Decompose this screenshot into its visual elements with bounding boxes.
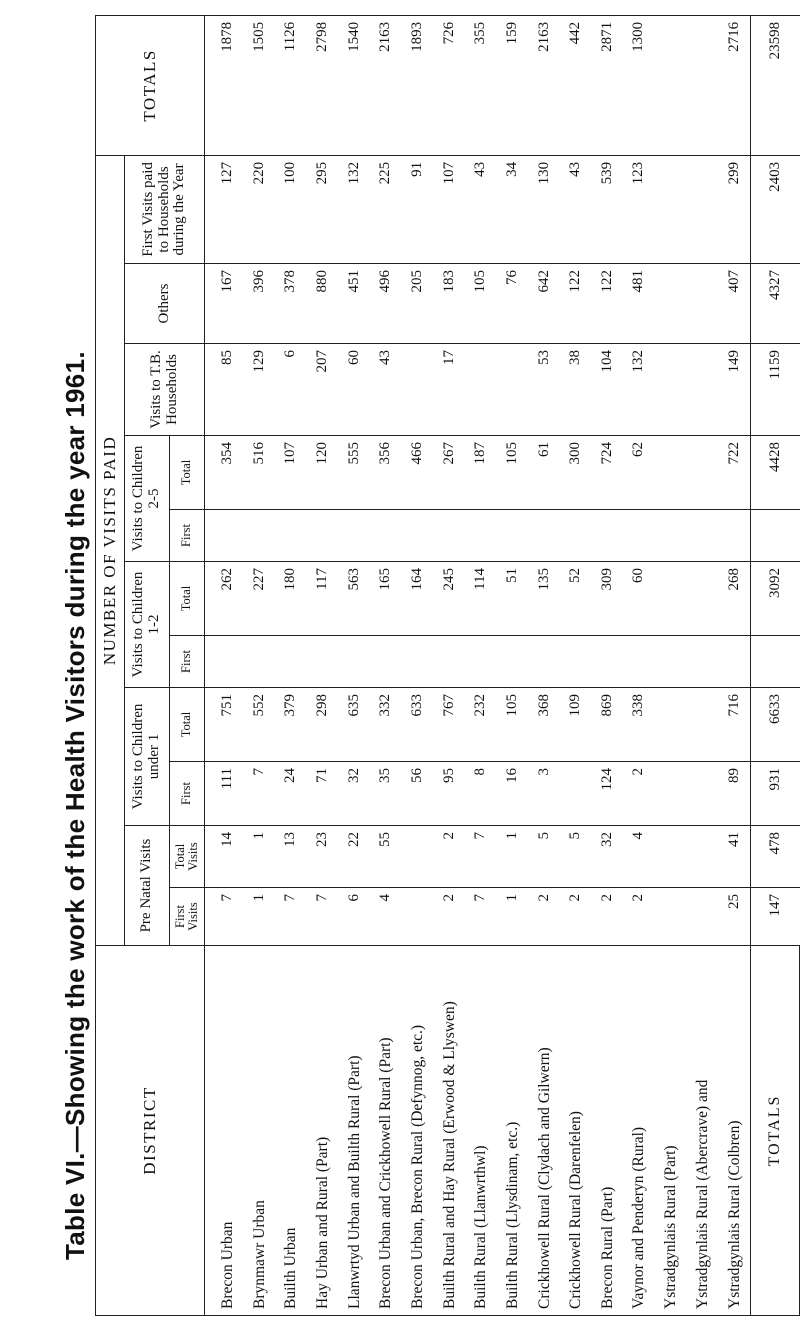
pre-natal-total-cell: 1 bbox=[243, 826, 275, 888]
age12-first-cell bbox=[623, 636, 655, 688]
tb-households-cell: 104 bbox=[591, 344, 623, 436]
first-households-cell: 43 bbox=[560, 155, 592, 263]
pre-natal-total-cell: 41 bbox=[718, 826, 750, 888]
age25-total-cell: 354 bbox=[205, 436, 244, 510]
pre-natal-first-cell: 1 bbox=[497, 888, 529, 946]
pre-natal-total-cell bbox=[686, 826, 718, 888]
table-row bbox=[243, 15, 275, 1315]
age12-total-cell: 309 bbox=[591, 562, 623, 636]
others-cell: 205 bbox=[402, 264, 434, 344]
age25-first-header: First bbox=[170, 510, 205, 562]
pre-natal-first-visits-header: First Visits bbox=[170, 888, 205, 946]
first-visits-households-header: First Visits paid to Households during the Year bbox=[125, 155, 205, 263]
age12-total-cell: 227 bbox=[243, 562, 275, 636]
tb-households-cell: 207 bbox=[307, 344, 339, 436]
caption-strip bbox=[2, 0, 90, 1321]
children-2-5-header: Visits to Children 2-5 bbox=[125, 436, 170, 562]
others-cell: 183 bbox=[433, 264, 465, 344]
tb-households-cell: 17 bbox=[433, 344, 465, 436]
age12-first-cell bbox=[655, 636, 687, 688]
pre-natal-total-visits-header: Total Visits bbox=[170, 826, 205, 888]
others-cell bbox=[686, 264, 718, 344]
age12-total-cell bbox=[655, 562, 687, 636]
age25-first-cell bbox=[591, 510, 623, 562]
pre-natal-total-cell bbox=[655, 826, 687, 888]
tb-households-cell bbox=[402, 344, 434, 436]
under1-first-cell: 24 bbox=[275, 762, 307, 826]
district-cell: Brecon Urban bbox=[205, 946, 244, 1316]
under1-total-cell: 633 bbox=[402, 688, 434, 762]
age25-total-cell: 120 bbox=[307, 436, 339, 510]
under1-total-cell bbox=[686, 688, 718, 762]
under1-total-cell: 767 bbox=[433, 688, 465, 762]
totals-column-header: TOTALS bbox=[96, 15, 205, 155]
others-cell: 105 bbox=[465, 264, 497, 344]
under1-first-cell: 56 bbox=[402, 762, 434, 826]
first-households-cell: 123 bbox=[623, 155, 655, 263]
under1-first-cell: 124 bbox=[591, 762, 623, 826]
pre-natal-first-cell: 2 bbox=[528, 888, 560, 946]
tb-households-cell: 6 bbox=[275, 344, 307, 436]
tb-households-cell: 43 bbox=[370, 344, 402, 436]
age12-first-cell bbox=[686, 636, 718, 688]
age12-first-cell bbox=[560, 636, 592, 688]
row-total-cell: 2871 bbox=[591, 15, 623, 155]
table-row bbox=[655, 15, 687, 1315]
tb-households-cell: 149 bbox=[718, 344, 750, 436]
under1-first-cell: 111 bbox=[205, 762, 244, 826]
row-total-cell: 1893 bbox=[402, 15, 434, 155]
age25-total-cell: 187 bbox=[465, 436, 497, 510]
district-cell: Ystradgynlais Rural (Part) bbox=[655, 946, 687, 1316]
pre-natal-first-cell: 6 bbox=[338, 888, 370, 946]
row-total-cell: 2163 bbox=[528, 15, 560, 155]
age25-first-cell bbox=[338, 510, 370, 562]
pre-natal-first-cell: 4 bbox=[370, 888, 402, 946]
age25-total-cell: 724 bbox=[591, 436, 623, 510]
pre-natal-first-cell: 7 bbox=[307, 888, 339, 946]
others-cell: 122 bbox=[560, 264, 592, 344]
under1-total-cell: 105 bbox=[497, 688, 529, 762]
age25-first-cell bbox=[655, 510, 687, 562]
age12-total-cell: 60 bbox=[623, 562, 655, 636]
others-cell: 167 bbox=[205, 264, 244, 344]
under1-first-cell: 8 bbox=[465, 762, 497, 826]
age25-total-cell: 107 bbox=[275, 436, 307, 510]
table-caption: Table VI.—Showing the work of the Health Visitors during the year 1961. bbox=[60, 351, 90, 1260]
age25-first-cell bbox=[528, 510, 560, 562]
age25-first-cell bbox=[718, 510, 750, 562]
age25-total-cell: 356 bbox=[370, 436, 402, 510]
under1-total-cell: 338 bbox=[623, 688, 655, 762]
under1-first-cell: 32 bbox=[338, 762, 370, 826]
children-1-2-header: Visits to Children 1-2 bbox=[125, 562, 170, 688]
age25-total-cell: 466 bbox=[402, 436, 434, 510]
table-row bbox=[433, 15, 465, 1315]
table-row bbox=[338, 15, 370, 1315]
under1-total-cell: 298 bbox=[307, 688, 339, 762]
table-row bbox=[528, 15, 560, 1315]
district-cell: Builth Rural (Llysdinam, etc.) bbox=[497, 946, 529, 1316]
table-row bbox=[205, 15, 244, 1315]
health-visitors-table bbox=[95, 16, 800, 1316]
age25-first-cell bbox=[307, 510, 339, 562]
totals-age12-first bbox=[751, 636, 800, 688]
under1-first-cell: 71 bbox=[307, 762, 339, 826]
age25-first-cell bbox=[243, 510, 275, 562]
first-households-cell: 225 bbox=[370, 155, 402, 263]
district-cell: Brecon Urban, Brecon Rural (Defynnog, etc.) bbox=[402, 946, 434, 1316]
age25-total-cell: 62 bbox=[623, 436, 655, 510]
age25-first-cell bbox=[370, 510, 402, 562]
district-cell: Brecon Urban and Crickhowell Rural (Part) bbox=[370, 946, 402, 1316]
pre-natal-total-cell: 4 bbox=[623, 826, 655, 888]
under1-total-cell: 716 bbox=[718, 688, 750, 762]
visits-paid-header: NUMBER OF VISITS PAID bbox=[96, 155, 125, 945]
pre-natal-total-cell: 13 bbox=[275, 826, 307, 888]
others-cell: 642 bbox=[528, 264, 560, 344]
row-total-cell bbox=[686, 15, 718, 155]
row-total-cell: 442 bbox=[560, 15, 592, 155]
pre-natal-total-cell: 5 bbox=[560, 826, 592, 888]
age12-first-cell bbox=[243, 636, 275, 688]
tb-households-cell: 38 bbox=[560, 344, 592, 436]
pre-natal-first-cell bbox=[655, 888, 687, 946]
pre-natal-total-cell: 23 bbox=[307, 826, 339, 888]
tb-households-cell bbox=[686, 344, 718, 436]
others-cell: 396 bbox=[243, 264, 275, 344]
others-cell: 122 bbox=[591, 264, 623, 344]
under1-first-cell bbox=[655, 762, 687, 826]
age25-first-cell bbox=[623, 510, 655, 562]
under1-first-cell: 7 bbox=[243, 762, 275, 826]
pre-natal-total-cell: 55 bbox=[370, 826, 402, 888]
totals-pre-natal-first: 147 bbox=[751, 888, 800, 946]
district-cell: Ystradgynlais Rural (Colbren) bbox=[718, 946, 750, 1316]
pre-natal-total-cell: 22 bbox=[338, 826, 370, 888]
others-cell: 496 bbox=[370, 264, 402, 344]
age12-total-cell: 52 bbox=[560, 562, 592, 636]
under1-first-header: First bbox=[170, 762, 205, 826]
district-column-header: DISTRICT bbox=[96, 946, 205, 1316]
pre-natal-total-cell bbox=[402, 826, 434, 888]
age25-total-cell: 61 bbox=[528, 436, 560, 510]
district-cell: Ystradgynlais Rural (Abercrave) and bbox=[686, 946, 718, 1316]
others-cell: 378 bbox=[275, 264, 307, 344]
age12-first-cell bbox=[591, 636, 623, 688]
age25-total-cell: 105 bbox=[497, 436, 529, 510]
age12-total-cell: 164 bbox=[402, 562, 434, 636]
pre-natal-total-cell: 5 bbox=[528, 826, 560, 888]
under1-total-cell: 379 bbox=[275, 688, 307, 762]
district-cell: Crickhowell Rural (Clydach and Gilwern) bbox=[528, 946, 560, 1316]
first-households-cell: 91 bbox=[402, 155, 434, 263]
tb-households-cell: 132 bbox=[623, 344, 655, 436]
under1-first-cell bbox=[686, 762, 718, 826]
tb-households-cell: 85 bbox=[205, 344, 244, 436]
totals-under1-total: 6633 bbox=[751, 688, 800, 762]
age12-first-cell bbox=[205, 636, 244, 688]
tb-households-cell: 60 bbox=[338, 344, 370, 436]
under1-first-cell: 2 bbox=[623, 762, 655, 826]
under1-total-cell: 109 bbox=[560, 688, 592, 762]
pre-natal-first-cell bbox=[402, 888, 434, 946]
totals-pre-natal-total: 478 bbox=[751, 826, 800, 888]
pre-natal-first-cell: 2 bbox=[433, 888, 465, 946]
district-cell: Hay Urban and Rural (Part) bbox=[307, 946, 339, 1316]
others-cell: 880 bbox=[307, 264, 339, 344]
age12-first-cell bbox=[528, 636, 560, 688]
totals-under1-first: 931 bbox=[751, 762, 800, 826]
totals-row bbox=[751, 15, 800, 1315]
age25-first-cell bbox=[686, 510, 718, 562]
under1-first-cell: 95 bbox=[433, 762, 465, 826]
table-row bbox=[275, 15, 307, 1315]
table-row bbox=[623, 15, 655, 1315]
pre-natal-first-cell: 2 bbox=[591, 888, 623, 946]
tb-households-cell bbox=[497, 344, 529, 436]
pre-natal-total-cell: 7 bbox=[465, 826, 497, 888]
totals-grand-total: 23598 bbox=[751, 15, 800, 155]
under1-total-cell: 552 bbox=[243, 688, 275, 762]
under1-total-cell: 232 bbox=[465, 688, 497, 762]
under1-first-cell bbox=[560, 762, 592, 826]
totals-age12-total: 3092 bbox=[751, 562, 800, 636]
children-under-1-header: Visits to Children under 1 bbox=[125, 688, 170, 826]
age25-total-cell bbox=[655, 436, 687, 510]
age12-total-cell: 51 bbox=[497, 562, 529, 636]
district-cell: Brecon Rural (Part) bbox=[591, 946, 623, 1316]
district-cell: Builth Urban bbox=[275, 946, 307, 1316]
first-households-cell: 127 bbox=[205, 155, 244, 263]
district-cell: Llanwrtyd Urban and Builth Rural (Part) bbox=[338, 946, 370, 1316]
age25-total-header: Total bbox=[170, 436, 205, 510]
table-row bbox=[497, 15, 529, 1315]
others-cell: 76 bbox=[497, 264, 529, 344]
age25-first-cell bbox=[560, 510, 592, 562]
district-cell: Builth Rural and Hay Rural (Erwood & Llyswen) bbox=[433, 946, 465, 1316]
age25-first-cell bbox=[402, 510, 434, 562]
age12-first-cell bbox=[370, 636, 402, 688]
pre-natal-first-cell: 7 bbox=[465, 888, 497, 946]
row-total-cell: 1126 bbox=[275, 15, 307, 155]
totals-row-label: TOTALS bbox=[751, 946, 800, 1316]
totals-age25-total: 4428 bbox=[751, 436, 800, 510]
under1-total-cell: 635 bbox=[338, 688, 370, 762]
totals-tb: 1159 bbox=[751, 344, 800, 436]
tb-households-cell bbox=[655, 344, 687, 436]
pre-natal-total-cell: 2 bbox=[433, 826, 465, 888]
others-cell: 481 bbox=[623, 264, 655, 344]
age12-first-cell bbox=[307, 636, 339, 688]
others-cell: 451 bbox=[338, 264, 370, 344]
age12-first-cell bbox=[402, 636, 434, 688]
row-total-cell: 2163 bbox=[370, 15, 402, 155]
pre-natal-first-cell: 25 bbox=[718, 888, 750, 946]
first-households-cell bbox=[655, 155, 687, 263]
age12-total-cell: 245 bbox=[433, 562, 465, 636]
under1-first-cell: 35 bbox=[370, 762, 402, 826]
age25-total-cell: 516 bbox=[243, 436, 275, 510]
totals-others: 4327 bbox=[751, 264, 800, 344]
visits-table bbox=[95, 15, 800, 1316]
pre-natal-total-cell: 32 bbox=[591, 826, 623, 888]
age12-total-cell: 135 bbox=[528, 562, 560, 636]
under1-first-cell: 89 bbox=[718, 762, 750, 826]
age25-first-cell bbox=[497, 510, 529, 562]
tb-households-cell: 129 bbox=[243, 344, 275, 436]
first-households-cell: 100 bbox=[275, 155, 307, 263]
under1-first-cell: 16 bbox=[497, 762, 529, 826]
table-row bbox=[718, 15, 750, 1315]
age12-total-cell: 180 bbox=[275, 562, 307, 636]
first-households-cell: 107 bbox=[433, 155, 465, 263]
table-row bbox=[560, 15, 592, 1315]
age12-first-cell bbox=[465, 636, 497, 688]
first-households-cell: 220 bbox=[243, 155, 275, 263]
table-row bbox=[370, 15, 402, 1315]
age12-total-cell: 262 bbox=[205, 562, 244, 636]
row-total-cell: 1505 bbox=[243, 15, 275, 155]
row-total-cell: 2716 bbox=[718, 15, 750, 155]
tb-households-cell: 53 bbox=[528, 344, 560, 436]
first-households-cell: 130 bbox=[528, 155, 560, 263]
row-total-cell: 726 bbox=[433, 15, 465, 155]
table-body bbox=[205, 15, 751, 1315]
table-row bbox=[402, 15, 434, 1315]
age12-first-cell bbox=[275, 636, 307, 688]
age25-first-cell bbox=[205, 510, 244, 562]
under1-first-cell: 3 bbox=[528, 762, 560, 826]
row-total-cell bbox=[655, 15, 687, 155]
age25-total-cell: 555 bbox=[338, 436, 370, 510]
tb-households-header: Visits to T.B. Households bbox=[125, 344, 205, 436]
first-households-cell bbox=[686, 155, 718, 263]
table-row bbox=[307, 15, 339, 1315]
pre-natal-total-cell: 1 bbox=[497, 826, 529, 888]
totals-first-households: 2403 bbox=[751, 155, 800, 263]
row-total-cell: 355 bbox=[465, 15, 497, 155]
age12-first-cell bbox=[433, 636, 465, 688]
first-households-cell: 132 bbox=[338, 155, 370, 263]
totals-age25-first bbox=[751, 510, 800, 562]
row-total-cell: 159 bbox=[497, 15, 529, 155]
first-households-cell: 299 bbox=[718, 155, 750, 263]
tb-households-cell bbox=[465, 344, 497, 436]
pre-natal-first-cell: 2 bbox=[623, 888, 655, 946]
age25-total-cell bbox=[686, 436, 718, 510]
pre-natal-first-cell: 7 bbox=[205, 888, 244, 946]
district-cell: Crickhowell Rural (Darenfelen) bbox=[560, 946, 592, 1316]
age12-total-cell: 268 bbox=[718, 562, 750, 636]
row-total-cell: 2798 bbox=[307, 15, 339, 155]
pre-natal-visits-header: Pre Natal Visits bbox=[125, 826, 170, 946]
first-households-cell: 539 bbox=[591, 155, 623, 263]
under1-total-cell: 751 bbox=[205, 688, 244, 762]
table-row bbox=[465, 15, 497, 1315]
district-cell: Brynmawr Urban bbox=[243, 946, 275, 1316]
age25-total-cell: 722 bbox=[718, 436, 750, 510]
age12-total-cell: 563 bbox=[338, 562, 370, 636]
age12-first-cell bbox=[718, 636, 750, 688]
age12-total-header: Total bbox=[170, 562, 205, 636]
district-cell: Builth Rural (Llanwrthwl) bbox=[465, 946, 497, 1316]
age25-first-cell bbox=[275, 510, 307, 562]
age25-first-cell bbox=[465, 510, 497, 562]
age12-first-header: First bbox=[170, 636, 205, 688]
age25-total-cell: 300 bbox=[560, 436, 592, 510]
table-row bbox=[591, 15, 623, 1315]
row-total-cell: 1878 bbox=[205, 15, 244, 155]
age12-first-cell bbox=[338, 636, 370, 688]
others-cell bbox=[655, 264, 687, 344]
first-households-cell: 34 bbox=[497, 155, 529, 263]
row-total-cell: 1540 bbox=[338, 15, 370, 155]
others-header: Others bbox=[125, 264, 205, 344]
others-cell: 407 bbox=[718, 264, 750, 344]
pre-natal-first-cell: 1 bbox=[243, 888, 275, 946]
pre-natal-total-cell: 14 bbox=[205, 826, 244, 888]
under1-total-cell: 869 bbox=[591, 688, 623, 762]
age25-total-cell: 267 bbox=[433, 436, 465, 510]
age12-total-cell: 117 bbox=[307, 562, 339, 636]
age12-total-cell bbox=[686, 562, 718, 636]
pre-natal-first-cell bbox=[686, 888, 718, 946]
age25-first-cell bbox=[433, 510, 465, 562]
first-households-cell: 43 bbox=[465, 155, 497, 263]
under1-total-cell: 368 bbox=[528, 688, 560, 762]
first-households-cell: 295 bbox=[307, 155, 339, 263]
pre-natal-first-cell: 7 bbox=[275, 888, 307, 946]
under1-total-header: Total bbox=[170, 688, 205, 762]
age12-total-cell: 114 bbox=[465, 562, 497, 636]
age12-first-cell bbox=[497, 636, 529, 688]
table-row bbox=[686, 15, 718, 1315]
row-total-cell: 1300 bbox=[623, 15, 655, 155]
age12-total-cell: 165 bbox=[370, 562, 402, 636]
pre-natal-first-cell: 2 bbox=[560, 888, 592, 946]
under1-total-cell: 332 bbox=[370, 688, 402, 762]
district-cell: Vaynor and Penderyn (Rural) bbox=[623, 946, 655, 1316]
under1-total-cell bbox=[655, 688, 687, 762]
